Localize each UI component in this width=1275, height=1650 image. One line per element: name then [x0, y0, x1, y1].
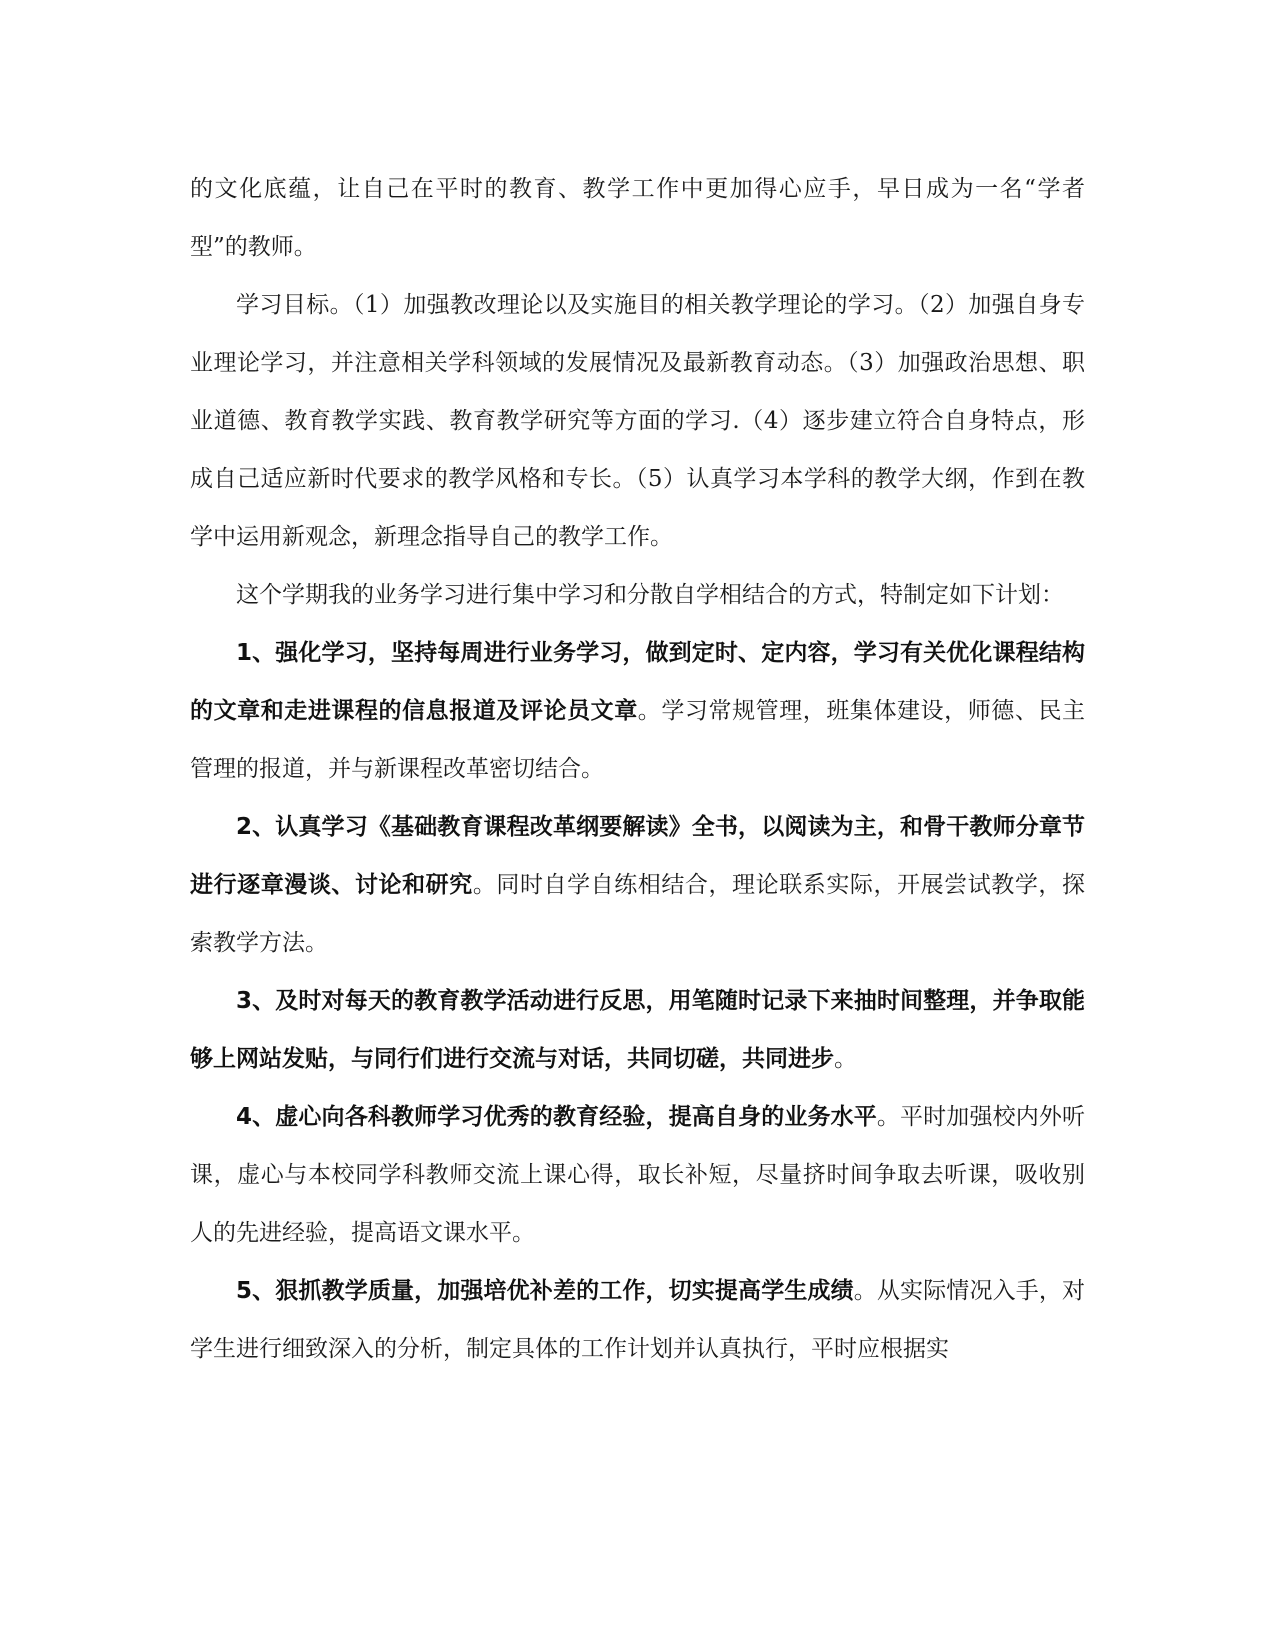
plan-item-2-body: 。同时自学自练相结合，理论联系实际，开展尝试教学，探索教学方法。	[190, 872, 1086, 956]
plan-item-2-heading: 2、认真学习《基础教育课程改革纲要解读》全书，以阅读为主，和骨干教师分章节进行逐章漫谈、讨论和研究	[190, 814, 1085, 898]
paragraph-plan-intro: 这个学期我的业务学习进行集中学习和分散自学相结合的方式，特制定如下计划：	[236, 582, 1064, 608]
paragraph-continuation: 的文化底蕴，让自己在平时的教育、教学工作中更加得心应手，早日成为一名“学者型”的教师。	[190, 176, 1085, 260]
plan-item-1	[190, 624, 1085, 798]
plan-item-1-heading: 1、强化学习，坚持每周进行业务学习，做到定时、定内容，学习有关优化课程结构的文章和走进课程的信息报道及评论员文章	[190, 640, 1085, 724]
plan-item-5-body: 。从实际情况入手，对学生进行细致深入的分析，制定具体的工作计划并认真执行，平时应根据实	[190, 1278, 1085, 1362]
plan-item-2	[190, 798, 1085, 972]
plan-item-4	[190, 1088, 1085, 1262]
paragraph-learning-goals: 学习目标。（1）加强教改理论以及实施目的相关教学理论的学习。（2）加强自身专业理论学习，并注意相关学科领域的发展情况及最新教育动态。（3）加强政治思想、职业道德、教育教学实践、教育教学研究等方面的学习.（4）逐步建立符合自身特点，形成自己适应新时代要求的教学风格和专长。（5）认真学习本学科的教学大纲，作到在教学中运用新观念，新理念指导自己的教学工作。	[190, 292, 1085, 550]
plan-item-5	[190, 1262, 1085, 1378]
plan-item-4-body: 。平时加强校内外听课，虚心与本校同学科教师交流上课心得，取长补短，尽量挤时间争取去听课，吸收别人的先进经验，提高语文课水平。	[190, 1104, 1085, 1246]
plan-item-3	[190, 972, 1085, 1088]
document-body	[190, 160, 1085, 1378]
plan-item-1-body: 。学习常规管理，班集体建设，师德、民主管理的报道，并与新课程改革密切结合。	[190, 698, 1086, 782]
plan-item-3-body: 。	[834, 1046, 857, 1072]
plan-item-4-heading: 4、虚心向各科教师学习优秀的教育经验，提高自身的业务水平	[236, 1104, 877, 1130]
plan-item-5-heading: 5、狠抓教学质量，加强培优补差的工作，切实提高学生成绩	[236, 1278, 854, 1304]
plan-item-3-heading: 3、及时对每天的教育教学活动进行反思，用笔随时记录下来抽时间整理，并争取能够上网站发贴，与同行们进行交流与对话，共同切磋，共同进步	[190, 988, 1085, 1072]
